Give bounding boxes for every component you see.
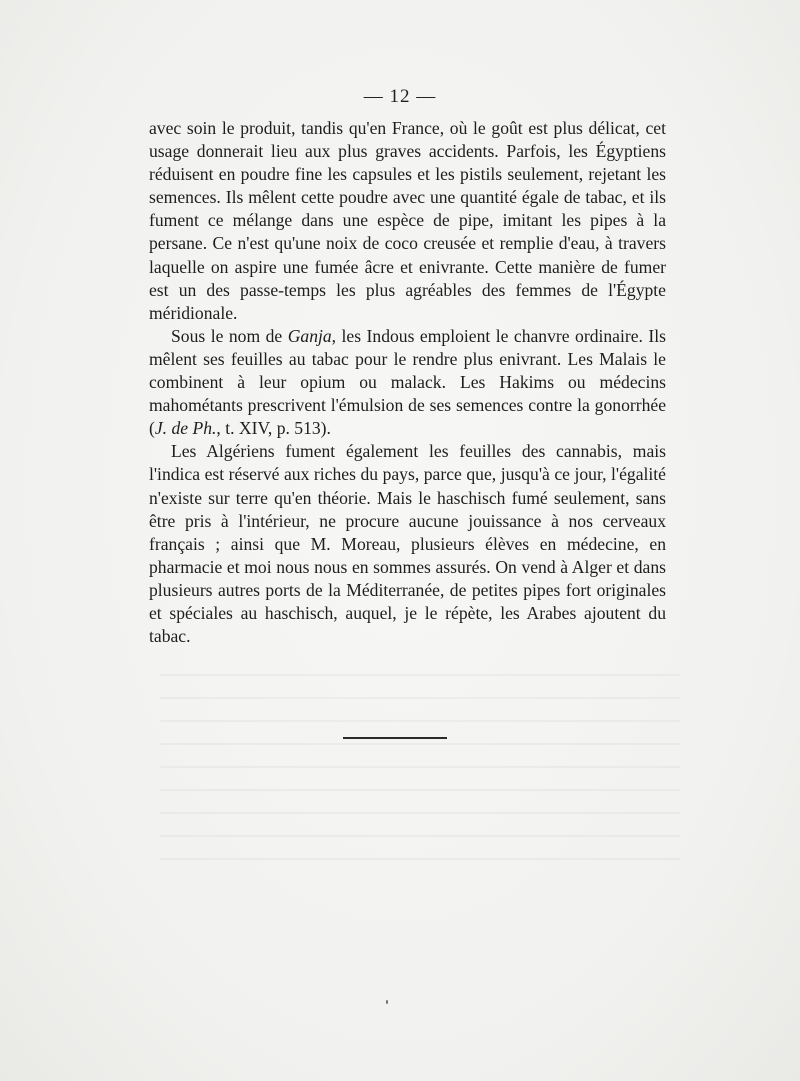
paper-speck [386, 1000, 388, 1004]
journal-citation: J. de Ph. [154, 418, 217, 439]
paragraph-1-text: avec soin le produit, tandis qu'en France, où le goût est plus délicat, cet usage donnerait lieu aux plus graves accidents. Parfois, les Égyptiens réduisent en poudre fine les capsules et les pistils seulement, rejetant les semences. Ils mêlent cette poudre avec une quantité égale de tabac, et ils fument ce mélange dans une espèce de pipe, imitant les pipes à la persane. Ce n'est qu'une noix de coco creusée et remplie d'eau, à travers laquelle on aspire une fumée âcre et enivrante. Cette manière de fumer est un des passe-temps les plus agréables des femmes de l'Égypte méridionale. [149, 118, 666, 323]
ganja-term: Ganja [287, 325, 332, 346]
page-number: — 12 — [363, 86, 437, 107]
paragraph-3-text: Les Algériens fument également les feuilles des cannabis, mais l'indica est réservé aux riches du pays, parce que, jusqu'à ce jour, l'égalité n'existe sur terre qu'en théorie. Mais le haschisch fumé seulement, sans être pris à l'intérieur, ne procure aucune jouissance à nos cerveaux français ; ainsi que M. Moreau, plusieurs élèves en médecine, en pharmacie et moi nous nous en sommes assurés. On vend à Alger et dans plusieurs autres ports de la Méditerranée, de petites pipes fort originales et spéciales au haschisch, auquel, je le répète, les Arabes ajoutent du tabac. [149, 441, 666, 647]
paragraph-2-text-b: , les Indous emploient le chanvre ordinaire. Ils mêlent ses feuilles au tabac pour le rendre plus enivrant. Les Malais le combinent à leur opium ou malack. Les Hakims ou médecins mahométants prescrivent l'émulsion de ses semences contre la gonorrhée ( [149, 325, 666, 439]
paragraph-3 [149, 440, 666, 648]
paragraph-2 [149, 325, 666, 440]
paragraph-2-text-a: Sous le nom de [171, 325, 288, 346]
body-text [149, 117, 666, 648]
paragraph-1 [149, 117, 666, 325]
paragraph-2-text-c: , t. XIV, p. 513). [216, 418, 331, 439]
section-divider-rule [343, 737, 447, 739]
show-through-texture [160, 660, 680, 860]
